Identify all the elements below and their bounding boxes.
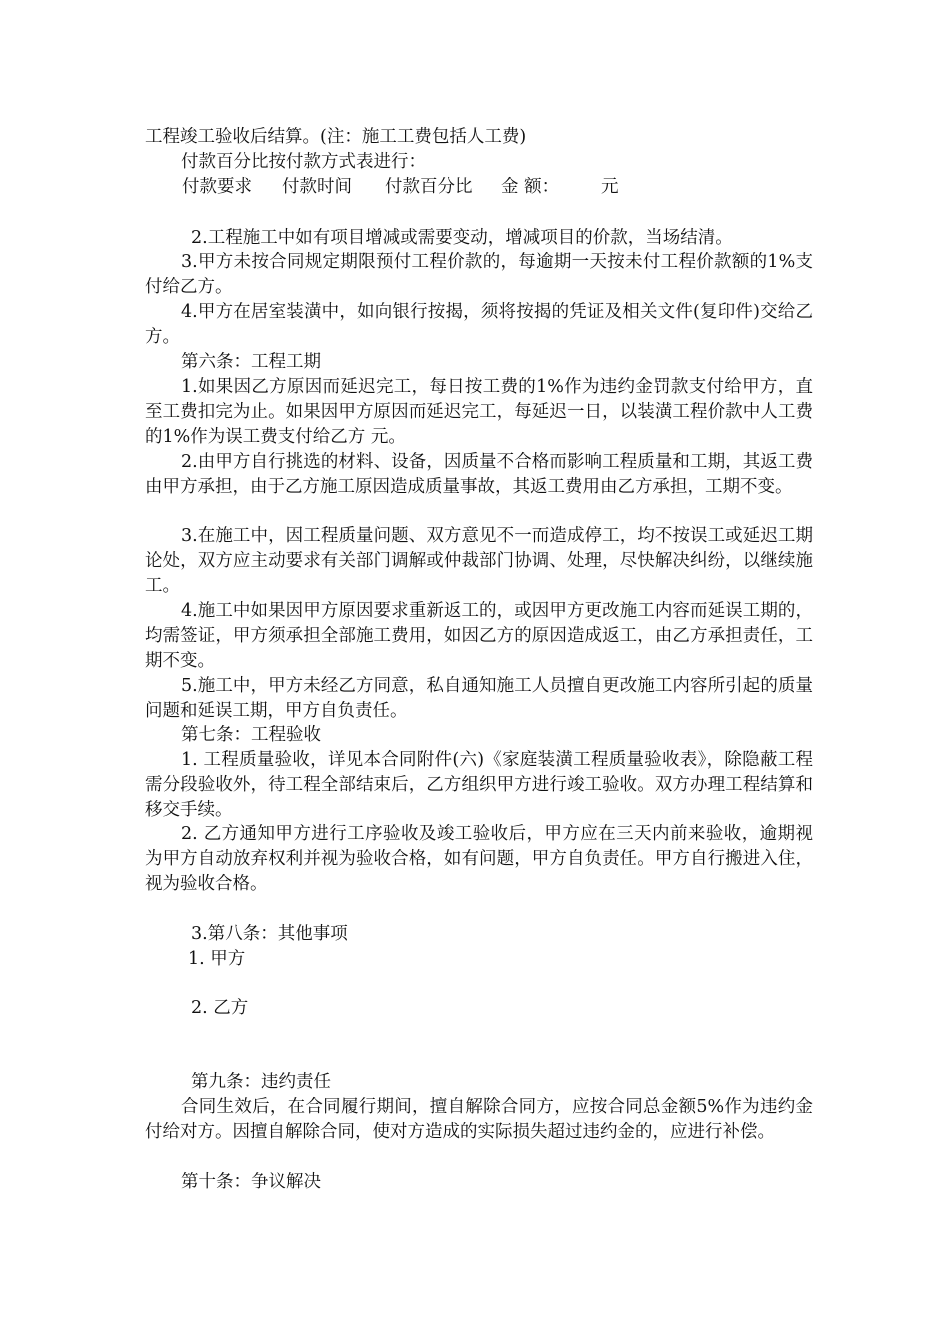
payment-col-time: 付款时间: [282, 177, 352, 197]
art6-item-4: 4.施工中如果因甲方原因要求重新返工的，或因甲方更改施工内容而延误工期的，均需签证，甲方须承担全部施工费用，如因乙方的原因造成返工，由乙方承担责任，工期不变。: [145, 601, 813, 671]
art8-item-party-b: 2. 乙方: [191, 998, 249, 1018]
art6-item-3: 3.在施工中，因工程质量问题、双方意见不一而造成停工，均不按误工或延迟工期论处，双方应主动要求有关部门调解或仲裁部门协调、处理，尽快解决纠纷，以继续施工。: [145, 526, 813, 596]
art6-item-2: 2.由甲方自行挑选的材料、设备，因质量不合格而影响工程质量和工期，其返工费由甲方承担，由于乙方施工原因造成质量事故，其返工费用由乙方承担，工期不变。: [145, 452, 813, 497]
art5-item-4: 4.甲方在居室装潢中，如向银行按揭，须将按揭的凭证及相关文件(复印件)交给乙方。: [145, 302, 813, 347]
payment-table-header: [182, 175, 822, 200]
art9-title: 第九条：违约责任: [191, 1072, 331, 1092]
art5-item-3: 3.甲方未按合同规定期限预付工程价款的，每逾期一天按未付工程价款额的1%支付给乙方。: [145, 252, 813, 297]
art8-title: 3.第八条：其他事项: [191, 924, 348, 944]
art5-item-2: 2.工程施工中如有项目增减或需要变动，增减项目的价款，当场结清。: [191, 228, 733, 248]
settlement-line: 工程竣工验收后结算。(注：施工工费包括人工费): [145, 127, 527, 147]
art6-item-5: 5.施工中，甲方未经乙方同意，私自通知施工人员擅自更改施工内容所引起的质量问题和延误工期，甲方自负责任。: [145, 676, 813, 721]
art7-item-1: 1. 工程质量验收，详见本合同附件(六)《家庭装潢工程质量验收表》，除隐蔽工程需分段验收外，待工程全部结束后，乙方组织甲方进行竣工验收。双方办理工程结算和移交手续。: [145, 750, 813, 820]
payment-intro: 付款百分比按付款方式表进行：: [181, 152, 426, 172]
art8-item-party-a: 1. 甲方: [188, 949, 246, 969]
art9-text: 合同生效后，在合同履行期间，擅自解除合同方，应按合同总金额5%作为违约金付给对方。因擅自解除合同，使对方造成的实际损失超过违约金的，应进行补偿。: [145, 1097, 813, 1142]
art7-item-2: 2. 乙方通知甲方进行工序验收及竣工验收后，甲方应在三天内前来验收，逾期视为甲方自动放弃权利并视为验收合格，如有问题，甲方自负责任。甲方自行搬进入住，视为验收合格。: [145, 824, 813, 894]
payment-col-amount: 金 额：: [501, 177, 560, 197]
art10-title: 第十条：争议解决: [181, 1172, 321, 1192]
art6-title: 第六条：工程工期: [181, 352, 321, 372]
art7-title: 第七条：工程验收: [181, 725, 321, 745]
art6-item-1: 1.如果因乙方原因而延迟完工，每日按工费的1%作为违约金罚款支付给甲方，直至工费扣完为止。如果因甲方原因而延迟完工，每延迟一日，以装潢工程价款中人工费的1%作为误工费支付给乙方 元。: [145, 377, 813, 447]
payment-col-requirement: 付款要求: [182, 177, 252, 197]
payment-col-unit: 元: [601, 177, 619, 197]
payment-col-percent: 付款百分比: [385, 177, 473, 197]
